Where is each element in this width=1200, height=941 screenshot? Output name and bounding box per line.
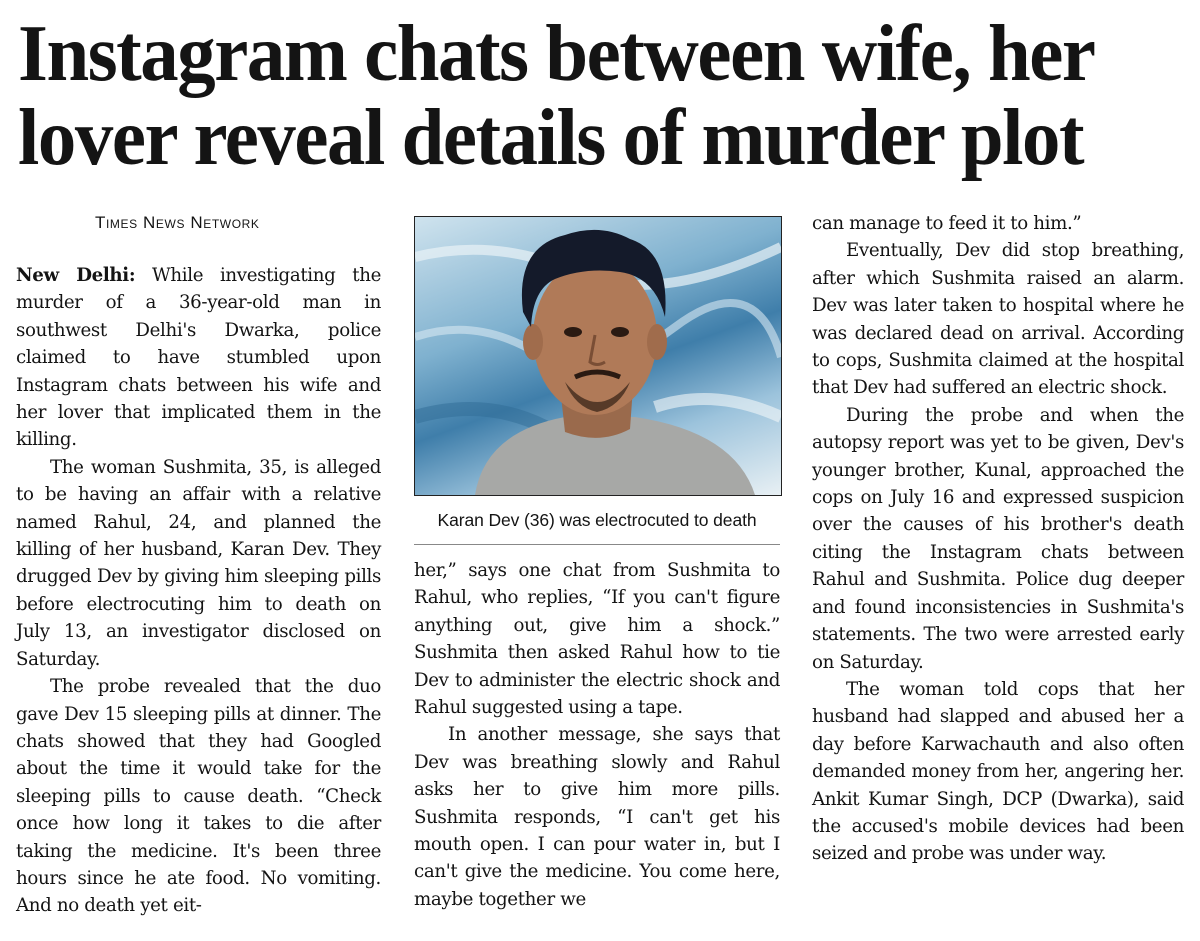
portrait-image <box>415 217 781 495</box>
paragraph: The woman Sushmita, 35, is alleged to be having an affair with a relative named Rahul, 24, and planned the killing of her husband, Karan Dev. They drugged Dev by giving him sleeping pills before electrocuting him to death on July 13, an investigator disclosed on Saturday. <box>16 456 381 670</box>
paragraph: The probe revealed that the duo gave Dev 15 sleeping pills at dinner. The chats showed that they had Googled about the time it would take for the sleeping pills to cause death. “Check once how long it takes to die after taking the medicine. It's been three hours since he ate food. No vomiting. And no death yet eit- <box>16 676 381 917</box>
byline: Times News Network <box>95 213 260 232</box>
paragraph-text: While investigating the murder of a 36-year-old man in southwest Delhi's Dwarka, police claimed to have stumbled upon Instagram chats between his wife and her lover that implicated them in the killing. <box>16 265 381 451</box>
column-3 <box>812 210 1184 868</box>
dateline: New Delhi: <box>16 265 136 286</box>
column-2 <box>414 557 780 913</box>
paragraph <box>16 262 381 454</box>
headline: Instagram chats between wife, her lover reveal details of murder plot <box>18 10 1094 182</box>
photo-karan-dev <box>414 216 782 496</box>
paragraph: can manage to feed it to him.” <box>812 213 1082 234</box>
photo-caption: Karan Dev (36) was electrocuted to death <box>437 510 757 530</box>
paragraph: The woman told cops that her husband had slapped and abused her a day before Karwachauth and also often demanded money from her, angering her. Ankit Kumar Singh, DCP (Dwarka), said the accused's mobile devices had been seized and probe was under way. <box>812 678 1184 865</box>
paragraph: In another message, she says that Dev was breathing slowly and Rahul asks her to give him more pills. Sushmita responds, “I can't get his mouth open. I can pour water in, but I can't give the medicine. You come here, maybe together we <box>414 724 780 910</box>
column-1 <box>16 262 381 920</box>
caption-divider <box>414 544 780 545</box>
paragraph: her,” says one chat from Sushmita to Rahul, who replies, “If you can't figure anything out, give him a shock.” Sushmita then asked Rahul how to tie Dev to administer the electric shock and Rahul suggested using a tape. <box>414 560 780 719</box>
paragraph: During the probe and when the autopsy report was yet to be given, Dev's younger brother, Kunal, approached the cops on July 16 and expressed suspicion over the causes of his brother's death citing the Instagram chats between Rahul and Sushmita. Police dug deeper and found inconsistencies in Sushmita's statements. The two were arrested early on Saturday. <box>812 404 1184 673</box>
paragraph: Eventually, Dev did stop breathing, after which Sushmita raised an alarm. Dev was later taken to hospital where he was declared dead on arrival. According to cops, Sushmita claimed at the hospital that Dev had suffered an electric shock. <box>812 240 1184 399</box>
